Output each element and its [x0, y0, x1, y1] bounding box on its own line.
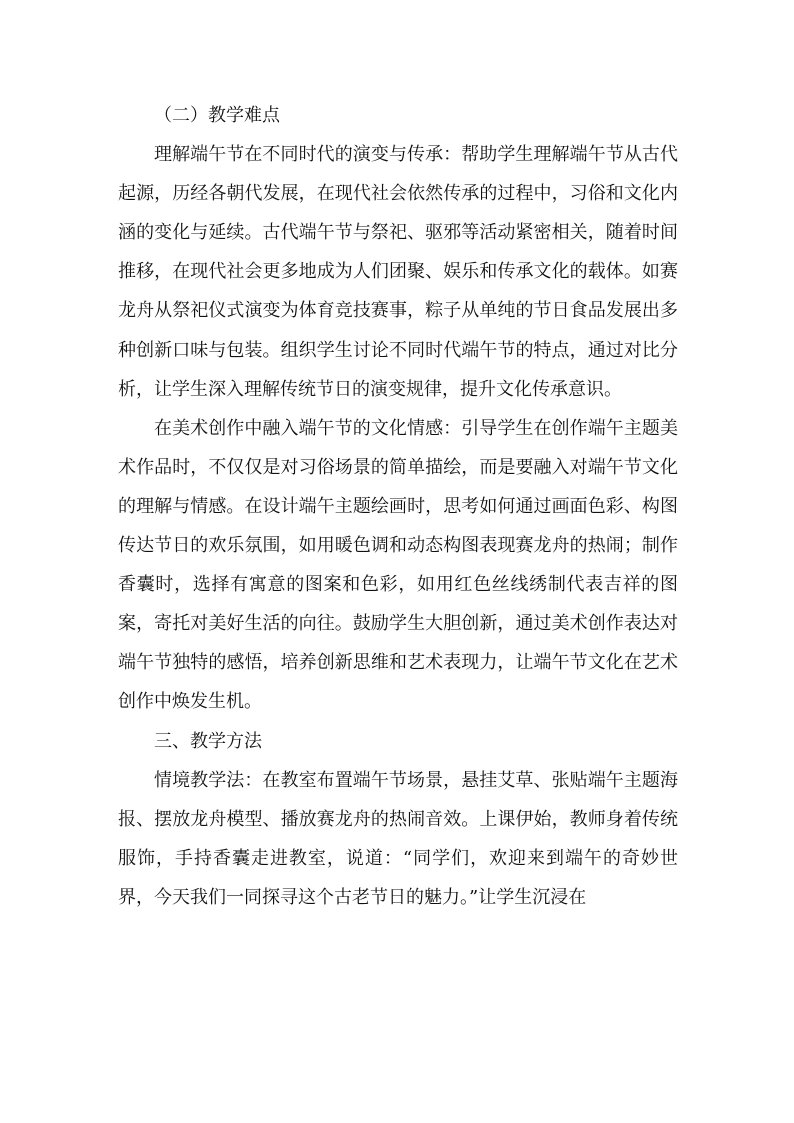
paragraph-art-emotion: 在美术创作中融入端午节的文化情感：引导学生在创作端午主题美术作品时，不仅仅是对习俗场景的简单描绘，而是要融入对端午节文化的理解与情感。在设计端午主题绘画时，思考如何通过画面色彩、构图传达节日的欢乐氛围，如用暖色调和动态构图表现赛龙舟的热闹；制作香囊时，选择有寓意的图案和色彩，如用红色丝线绣制代表吉祥的图案，寄托对美好生活的向往。鼓励学生大胆创新，通过美术创作表达对端午节独特的感悟，培养创新思维和艺术表现力，让端午节文化在艺术创作中焕发生机。	[118, 417, 678, 713]
document-body	[118, 96, 678, 917]
section-heading-methods: 三、教学方法	[154, 730, 262, 752]
paragraph-evolution: 理解端午节在不同时代的演变与传承：帮助学生理解端午节从古代起源，历经各朝代发展，在现代社会依然传承的过程中，习俗和文化内涵的变化与延续。古代端午节与祭祀、驱邪等活动紧密相关，随着时间推移，在现代社会更多地成为人们团聚、娱乐和传承文化的载体。如赛龙舟从祭祀仪式演变为体育竞技赛事，粽子从单纯的节日食品发展出多种创新口味与包装。组织学生讨论不同时代端午节的特点，通过对比分析，让学生深入理解传统节日的演变规律，提升文化传承意识。	[118, 144, 678, 400]
paragraph-situational-teaching: 情境教学法：在教室布置端午节场景，悬挂艾草、张贴端午主题海报、摆放龙舟模型、播放赛龙舟的热闹音效。上课伊始，教师身着传统服饰，手持香囊走进教室，说道：“同学们，欢迎来到端午的奇妙世界，今天我们一同探寻这个古老节日的魅力。”让学生沉浸在	[118, 769, 678, 908]
section-heading-difficulty: （二）教学难点	[154, 105, 280, 126]
